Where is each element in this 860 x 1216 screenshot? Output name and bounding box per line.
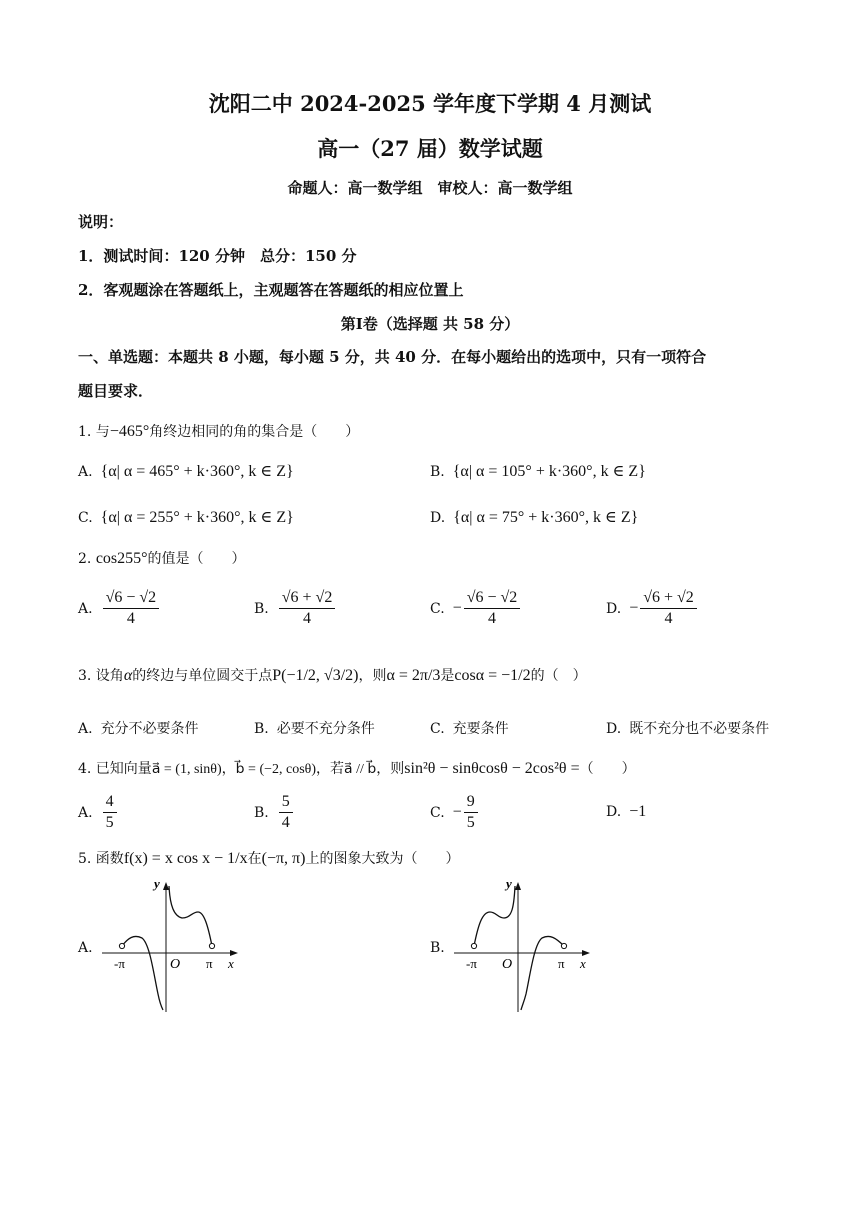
- q2-expr: cos255°: [95, 550, 148, 567]
- graph-pi-label: π: [558, 956, 565, 971]
- fraction-denominator: 5: [466, 814, 475, 831]
- part1-instruction-line2: 题目要求．: [78, 382, 154, 400]
- q3-mid3: 是: [440, 668, 455, 684]
- q2-option-d[interactable]: [606, 588, 699, 629]
- option-text: {α| α = 465° + k·360°, k ∈ Z}: [100, 463, 294, 480]
- fraction-denominator: 4: [281, 814, 290, 831]
- option-label: D.: [606, 804, 622, 820]
- minus-sign: −: [452, 803, 462, 821]
- q4-suffix: （ ）: [579, 761, 636, 777]
- q1-suffix: 角终边相同的角的集合是（ ）: [149, 424, 360, 440]
- volume-heading: 第Ⅰ卷（选择题 共 58 分）: [340, 315, 520, 333]
- q1-angle: −465°: [109, 423, 150, 440]
- q4-expression: sin²θ − sinθcosθ − 2cos²θ =: [404, 760, 580, 777]
- note-item-1: 1．测试时间：120 分钟 总分：150 分: [78, 247, 357, 265]
- q4-option-c[interactable]: [430, 792, 480, 833]
- option-label: B.: [254, 721, 269, 737]
- question-5: [78, 848, 459, 868]
- fraction-numerator: √6 + √2: [279, 588, 336, 609]
- q5-option-b-label[interactable]: B.: [430, 940, 445, 956]
- q5-mid: 在: [247, 851, 262, 867]
- fraction-denominator: 4: [664, 610, 673, 627]
- q4-option-d[interactable]: [606, 803, 646, 821]
- minus-sign: −: [629, 599, 639, 617]
- q5-suffix: 上的图象大致为（ ）: [305, 851, 460, 867]
- option-label: A.: [78, 804, 93, 821]
- q3-point: P(−1/2, √3/2): [272, 667, 359, 684]
- notes-heading: 说明：: [78, 213, 124, 231]
- q5-option-a-label[interactable]: A.: [78, 940, 93, 956]
- q2-option-a[interactable]: [78, 588, 161, 629]
- question-2: [78, 548, 246, 568]
- q1-option-a[interactable]: [78, 461, 294, 481]
- q4-vector-b: b⃗ = (−2, cosθ): [235, 762, 317, 777]
- q5-prefix: 5. 函数: [78, 851, 124, 867]
- q3-option-a[interactable]: [78, 718, 199, 738]
- fraction-denominator: 5: [105, 814, 114, 831]
- q3-mid: 的终边与单位圆交于点: [132, 668, 273, 684]
- option-label: C.: [430, 600, 445, 617]
- fraction-numerator: 4: [103, 792, 117, 813]
- option-label: A.: [78, 464, 93, 480]
- option-label: C.: [430, 804, 445, 821]
- graph-y-label: y: [506, 876, 512, 891]
- q3-condition: α = 2π/3: [386, 667, 441, 684]
- option-text: 必要不充分条件: [276, 721, 375, 737]
- question-3: [78, 665, 587, 685]
- q4-vector-a: a⃗ = (1, sinθ): [151, 762, 222, 777]
- fraction-numerator: 5: [279, 792, 293, 813]
- q3-conclusion: cosα = −1/2: [454, 667, 531, 684]
- option-label: B.: [254, 600, 269, 617]
- graph-origin-label: O: [170, 957, 181, 972]
- option-text: {α| α = 255° + k·360°, k ∈ Z}: [100, 509, 294, 526]
- q3-option-c[interactable]: [430, 718, 509, 738]
- question-1: [78, 421, 359, 441]
- q2-option-c[interactable]: [430, 588, 522, 629]
- q3-suffix: 的（ ）: [530, 668, 587, 684]
- q2-option-b[interactable]: [254, 588, 337, 629]
- q1-option-d[interactable]: [430, 507, 638, 527]
- option-text: −1: [629, 803, 647, 820]
- fraction-denominator: 4: [488, 610, 496, 627]
- option-label: A.: [78, 600, 93, 617]
- authors-line: 命题人：高一数学组 审校人：高一数学组: [287, 179, 573, 197]
- q1-option-c[interactable]: [78, 507, 294, 527]
- q5-graph-b[interactable]: [450, 876, 600, 1016]
- q4-sep: ，: [221, 761, 236, 777]
- minus-sign: −: [452, 599, 462, 617]
- q4-prefix: 4. 已知向量: [78, 761, 152, 777]
- option-text: {α| α = 105° + k·360°, k ∈ Z}: [452, 463, 646, 480]
- fraction-numerator: √6 − √2: [464, 588, 521, 609]
- fraction-denominator: 4: [303, 610, 312, 627]
- graph-neg-pi-label: -π: [114, 956, 125, 971]
- q4-mid2: ，则: [376, 761, 405, 777]
- fraction-numerator: 9: [464, 792, 478, 813]
- option-label: A.: [78, 721, 93, 737]
- q3-alpha: α: [123, 667, 133, 684]
- q3-option-b[interactable]: [254, 718, 375, 738]
- part1-instruction-line1: 一、单选题：本题共 8 小题，每小题 5 分，共 40 分．在每小题给出的选项中，只有一项符合: [78, 348, 707, 366]
- graph-origin-label: O: [502, 957, 513, 972]
- q4-option-b[interactable]: [254, 792, 295, 833]
- q5-graph-a[interactable]: [98, 876, 248, 1016]
- q2-suffix: 的值是（ ）: [147, 551, 246, 567]
- q3-mid2: ，则: [358, 668, 387, 684]
- option-label: B.: [254, 804, 269, 821]
- q3-option-d[interactable]: [606, 718, 769, 738]
- option-text: {α| α = 75° + k·360°, k ∈ Z}: [453, 509, 639, 526]
- option-text: 充分不必要条件: [100, 721, 199, 737]
- q4-mid: ，若: [316, 761, 345, 777]
- option-text: 充要条件: [452, 721, 509, 737]
- page-title: 沈阳二中 2024-2025 学年度下学期 4 月测试: [208, 91, 652, 116]
- option-label: C.: [78, 510, 93, 526]
- fraction-numerator: √6 + √2: [640, 588, 697, 609]
- page-subtitle: 高一（27 届）数学试题: [317, 136, 543, 161]
- option-text: 既不充分也不必要条件: [629, 721, 770, 737]
- q5-interval: (−π, π): [261, 850, 306, 867]
- option-label: D.: [606, 600, 622, 617]
- graph-x-label: x: [580, 956, 586, 971]
- q1-prefix: 1. 与: [78, 424, 110, 440]
- q4-option-a[interactable]: [78, 792, 119, 833]
- fraction-numerator: √6 − √2: [103, 588, 160, 609]
- option-label: D.: [606, 721, 622, 737]
- graph-neg-pi-label: -π: [466, 956, 477, 971]
- graph-y-label: y: [154, 876, 160, 891]
- q1-option-b[interactable]: [430, 461, 646, 481]
- q4-parallel: a⃗ // b⃗: [344, 762, 377, 777]
- graph-x-label: x: [228, 956, 234, 971]
- question-4: [78, 758, 636, 778]
- fraction-denominator: 4: [126, 610, 135, 627]
- q3-prefix: 3. 设角: [78, 668, 124, 684]
- graph-pi-label: π: [206, 956, 213, 971]
- q2-prefix: 2.: [78, 551, 92, 567]
- option-label: C.: [430, 721, 445, 737]
- note-item-2: 2．客观题涂在答题纸上，主观题答在答题纸的相应位置上: [78, 281, 464, 299]
- q5-function: f(x) = x cos x − 1/x: [123, 850, 248, 867]
- option-label: B.: [430, 464, 445, 480]
- option-label: D.: [430, 510, 446, 526]
